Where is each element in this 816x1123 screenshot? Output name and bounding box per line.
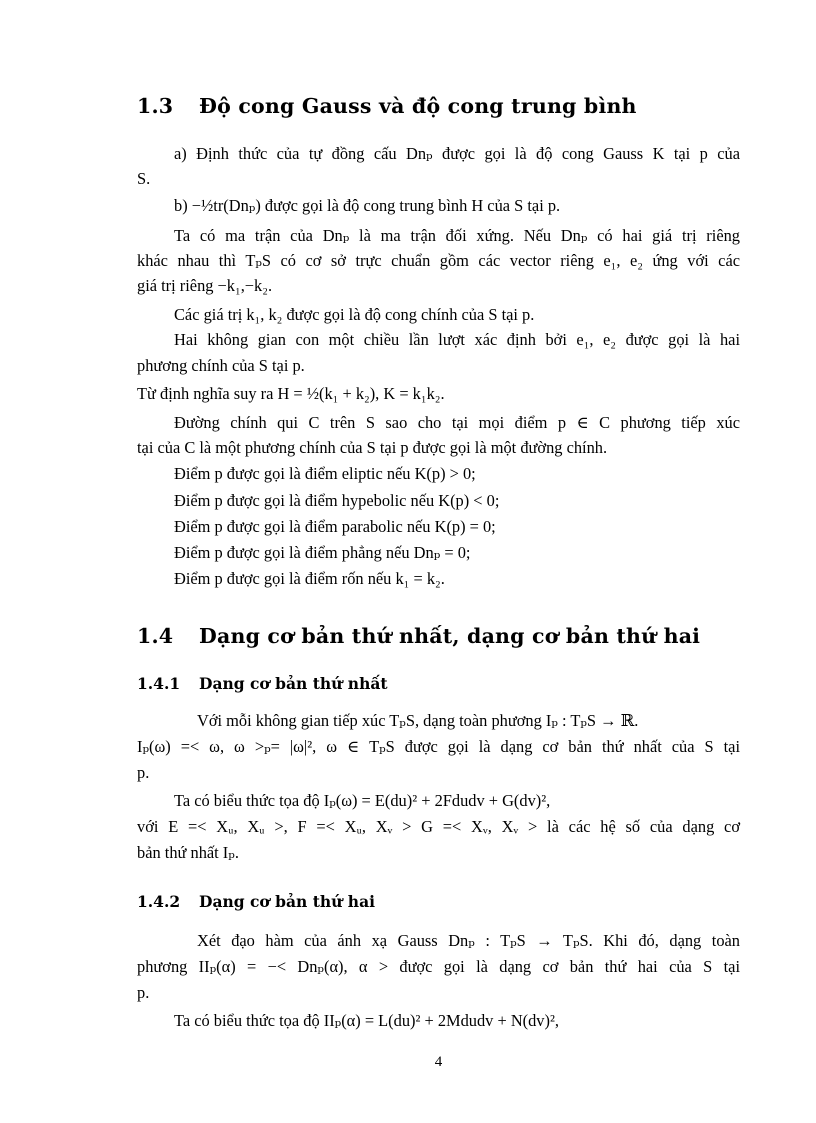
paragraph-line: Đường chính qui C trên S sao cho tại mọi điểm p ∈ C phương tiếp xúc [174, 413, 740, 432]
paragraph-line: Hai không gian con một chiều lần lượt xác định bởi e₁, e₂ được gọi là hai [174, 330, 740, 349]
paragraph-line: Điểm p được gọi là điểm phẳng nếu Dnₚ = 0; [174, 543, 471, 562]
paragraph-line: với E =< Xᵤ, Xᵤ >, F =< Xᵤ, Xᵥ > G =< Xᵥ, Xᵥ > là các hệ số của dạng cơ [137, 817, 740, 836]
paragraph-line: p. [137, 983, 150, 1002]
paragraph-line: Ta có biểu thức tọa độ Iₚ(ω) = E(du)² + 2Fdudv + G(dv)², [174, 791, 551, 810]
subsection-title: Dạng cơ bản thứ hai [199, 892, 376, 911]
paragraph-line: Điểm p được gọi là điểm parabolic nếu K(p) = 0; [174, 517, 496, 536]
paragraph-line: Ta có biểu thức tọa độ IIₚ(α) = L(du)² + 2Mdudv + N(dv)², [174, 1011, 559, 1030]
section-heading-1-4 [137, 624, 700, 648]
subsection-heading-1-4-2 [137, 892, 375, 911]
paragraph-line: giá trị riêng −k₁,−k₂. [137, 276, 273, 295]
paragraph-line: p. [137, 763, 150, 782]
subsection-number: 1.4.2 [137, 892, 181, 911]
paragraph-line: Với mỗi không gian tiếp xúc TₚS, dạng toàn phương Iₚ : TₚS → ℝ. [197, 711, 639, 730]
paragraph-line: Từ định nghĩa suy ra H = ½(k₁ + k₂), K = k₁k₂. [137, 384, 445, 403]
section-number: 1.3 [137, 94, 174, 118]
paragraph-line: tại của C là một phương chính của S tại p được gọi là một đường chính. [137, 438, 608, 457]
paragraph-line: Điểm p được gọi là điểm hypebolic nếu K(p) < 0; [174, 491, 500, 510]
paragraph-line: a) Định thức của tự đồng cấu Dnₚ được gọi là độ cong Gauss K tại p của [174, 144, 740, 163]
paragraph-line: S. [137, 169, 151, 188]
paragraph-line: b) −½tr(Dnₚ) được gọi là độ cong trung bình H của S tại p. [174, 196, 561, 215]
paragraph-line: Ta có ma trận của Dnₚ là ma trận đối xứng. Nếu Dnₚ có hai giá trị riêng [174, 226, 740, 245]
subsection-title: Dạng cơ bản thứ nhất [199, 674, 388, 693]
paragraph-line: Các giá trị k₁, k₂ được gọi là độ cong chính của S tại p. [174, 305, 535, 324]
paragraph-line: phương chính của S tại p. [137, 356, 305, 375]
section-number: 1.4 [137, 624, 174, 648]
subsection-heading-1-4-1 [137, 674, 388, 693]
paragraph-line: khác nhau thì TₚS có cơ sở trực chuẩn gồm các vector riêng e₁, e₂ ứng với các [137, 251, 740, 270]
paragraph-line: Iₚ(ω) =< ω, ω >ₚ= |ω|², ω ∈ TₚS được gọi là dạng cơ bản thứ nhất của S tại [137, 737, 740, 756]
paragraph-line: phương IIₚ(α) = −< Dnₚ(α), α > được gọi là dạng cơ bản thứ hai của S tại [137, 957, 740, 976]
section-title: Độ cong Gauss và độ cong trung bình [199, 94, 637, 118]
section-title: Dạng cơ bản thứ nhất, dạng cơ bản thứ hai [199, 624, 701, 648]
subsection-number: 1.4.1 [137, 674, 181, 693]
paragraph-line: Xét đạo hàm của ánh xạ Gauss Dnₚ : TₚS → TₚS. Khi đó, dạng toàn [197, 931, 740, 950]
paragraph-line: Điểm p được gọi là điểm rốn nếu k₁ = k₂. [174, 569, 445, 588]
paragraph-line: Điểm p được gọi là điểm eliptic nếu K(p) > 0; [174, 464, 476, 483]
paragraph-line: bản thứ nhất Iₚ. [137, 843, 239, 862]
section-heading-1-3 [137, 94, 637, 118]
page-number: 4 [434, 1054, 443, 1070]
